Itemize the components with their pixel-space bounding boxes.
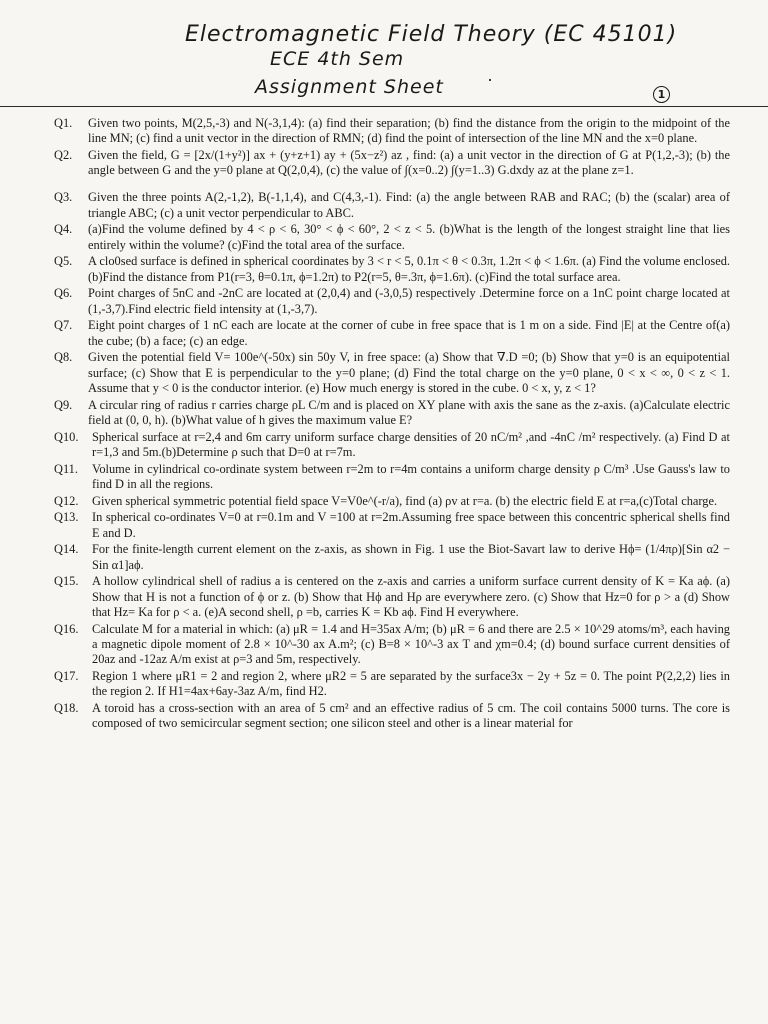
question-number: Q13.: [54, 510, 79, 525]
question-item: [54, 222, 730, 252]
question-number: Q2.: [54, 148, 73, 162]
document-title: Electromagnetic Field Theory (EC 45101): [185, 22, 678, 47]
question-number: Q5.: [54, 254, 73, 269]
question-text: Region 1 where μR1 = 2 and region 2, where μR2 = 5 are separated by the surface3x − 2y + 5z = 0. The point P(2,2,2) lies in the region 2. If H1=4ax+6ay-3az A/m, find H2.: [92, 668, 730, 699]
question-text: (a)Find the volume defined by 4 < ρ < 6, 30° < ϕ < 60°, 2 < z < 5. (b)What is the length of the longest straight line that lies entirely within the volume? (c)Find the total area of the surface.: [88, 222, 730, 252]
question-text: Point charges of 5nC and -2nC are located at (2,0,4) and (-3,0,5) respectively .Determine force on a 1nC point charge located at (1,-3,7).Find electric field intensity at (1,-3,7).: [88, 286, 730, 316]
question-number: Q7.: [54, 318, 73, 333]
question-text: Volume in cylindrical co-ordinate system between r=2m to r=4m contains a uniform charge density ρ C/m³ .Use Gauss's law to find D in all the regions.: [92, 461, 730, 491]
question-text: Eight point charges of 1 nC each are locate at the corner of cube in free space that is 1 m on a side. Find |E| at the Centre of(a) the cube; (b) a face; (c) an edge.: [88, 318, 730, 348]
question-text: Given the potential field V= 100e^(-50x) sin 50y V, in free space: (a) Show that ∇.D =0; (b) Show that y=0 is an equipotential surface; (c) Show that E is perpendicular to the y=0 plane; (d) Find the total charge on the y=0 plane, 0 < x < ∞, 0 < z < 1. Assume that y < 0 is the conductor interior. (e) How much energy is stored in the cube. 0 < x, y, z < 1?: [88, 350, 730, 395]
question-number: Q14.: [54, 542, 79, 557]
question-list: [54, 116, 730, 733]
question-item: [54, 318, 730, 348]
question-text: A hollow cylindrical shell of radius a is centered on the z-axis and carries a uniform surface current density of K = Ka aϕ. (a) Show that H is not a function of ϕ or z. (b) Show that Hϕ and Hρ are everywhere zero. (c) Show that Hz=0 for ρ > a (d) Show that Hz= Ka for ρ < a. (e)A second shell, ρ =b, carries K = Kb aϕ. Find H everywhere.: [92, 574, 730, 619]
question-number: Q4.: [54, 222, 73, 237]
question-item: [54, 430, 730, 460]
question-text: Given spherical symmetric potential field space V=V0e^(-r/a), find (a) ρv at r=a. (b) the electric field E at r=a,(c)Total charge.: [92, 493, 718, 508]
ink-dot: ·: [487, 70, 493, 90]
question-item: [54, 494, 730, 509]
question-text: Given the three points A(2,-1,2), B(-1,1,4), and C(4,3,-1). Find: (a) the angle between RAB and RAC; (b) the (scalar) area of triangle ABC; (c) a unit vector perpendicular to ABC.: [88, 190, 730, 220]
question-item: [54, 701, 730, 731]
question-item: [54, 116, 730, 146]
question-text: Given the field, G = [2x/(1+y²)] ax + (y+z+1) ay + (5x−z²) az , find: (a) a unit vector in the direction of G at P(1,2,-3); (b) the angle between G and the y=0 plane at Q(2,0,4), (c) the value of ∫(x=0..2) ∫(y=1..3) G.dxdy az at the plane z=1.: [88, 148, 730, 178]
question-item: [54, 148, 730, 178]
question-text: Spherical surface at r=2,4 and 6m carry uniform surface charge densities of 20 nC/m² ,and -4nC /m² respectively. (a) Find D at r=1,3 and 5m.(b)Determine ρ such that D=0 at r=7m.: [92, 429, 730, 459]
question-number: Q15.: [54, 574, 79, 589]
question-number: Q10.: [54, 429, 79, 444]
question-item: [54, 350, 730, 396]
question-item: [54, 462, 730, 492]
sheet-label: Assignment Sheet: [255, 76, 444, 98]
question-text: Given two points, M(2,5,-3) and N(-3,1,4): (a) find their separation; (b) find the distance from the origin to the midpoint of the line MN; (c) find a unit vector in the direction of RMN; (d) find the point of intersection of the line MN and the x=0 plane.: [88, 116, 730, 146]
question-text: A clo0sed surface is defined in spherical coordinates by 3 < r < 5, 0.1π < θ < 0.3π, 1.2π < ϕ < 1.6π. (a) Find the volume enclosed. (b)Find the distance from P1(r=3, θ=0.1π, ϕ=1.2π) to P2(r=5, θ=.3π, ϕ=1.6π). (c)Find the total surface area.: [88, 254, 730, 284]
question-number: Q18.: [54, 700, 79, 715]
question-item: [54, 398, 730, 428]
question-item: [54, 254, 730, 284]
question-item: [54, 286, 730, 316]
header-divider: [0, 106, 768, 107]
question-text: A circular ring of radius r carries charge ρL C/m and is placed on XY plane with axis the sane as the z-axis. (a)Calculate electric field at (0, 0, h). (b)What value of h gives the maximum value E?: [88, 397, 730, 427]
question-text: A toroid has a cross-section with an area of 5 cm² and an effective radius of 5 cm. The coil contains 5000 turns. The core is composed of two semicircular segment section; one silicon steel and other is a linear material for: [92, 700, 730, 731]
question-text: In spherical co-ordinates V=0 at r=0.1m and V =100 at r=2m.Assuming free space between this concentric spherical shells find E and D.: [92, 510, 730, 540]
document-subtitle: ECE 4th Sem: [270, 48, 405, 70]
question-number: Q8.: [54, 350, 73, 365]
question-item: [54, 669, 730, 699]
question-number: Q16.: [54, 621, 79, 636]
question-number: Q9.: [54, 397, 73, 412]
question-item: [54, 622, 730, 668]
question-number: Q3.: [54, 190, 73, 205]
question-number: Q1.: [54, 116, 73, 130]
question-number: Q12.: [54, 493, 79, 508]
question-item: [54, 510, 730, 540]
question-number: Q17.: [54, 668, 79, 683]
page-number: 1: [653, 86, 670, 103]
question-number: Q11.: [54, 461, 78, 476]
question-item: [54, 574, 730, 620]
question-item: [54, 190, 730, 220]
question-text: Calculate M for a material in which: (a) μR = 1.4 and H=35ax A/m; (b) μR = 6 and there are 2.5 × 10^29 atoms/m³, each having a magnetic dipole moment of 2.8 × 10^-30 ax A.m²; (c) B=8 × 10^-3 ax T and χm=0.4; (d) bound surface current densities of 20az and -12az A/m exist at ρ=3 and 5m, respectively.: [92, 621, 730, 667]
question-item: [54, 542, 730, 572]
question-text: For the finite-length current element on the z-axis, as shown in Fig. 1 use the Biot-Savart law to derive Hϕ= (1/4πρ)[Sin α2 − Sin α1]aϕ.: [92, 542, 730, 572]
question-number: Q6.: [54, 286, 73, 301]
